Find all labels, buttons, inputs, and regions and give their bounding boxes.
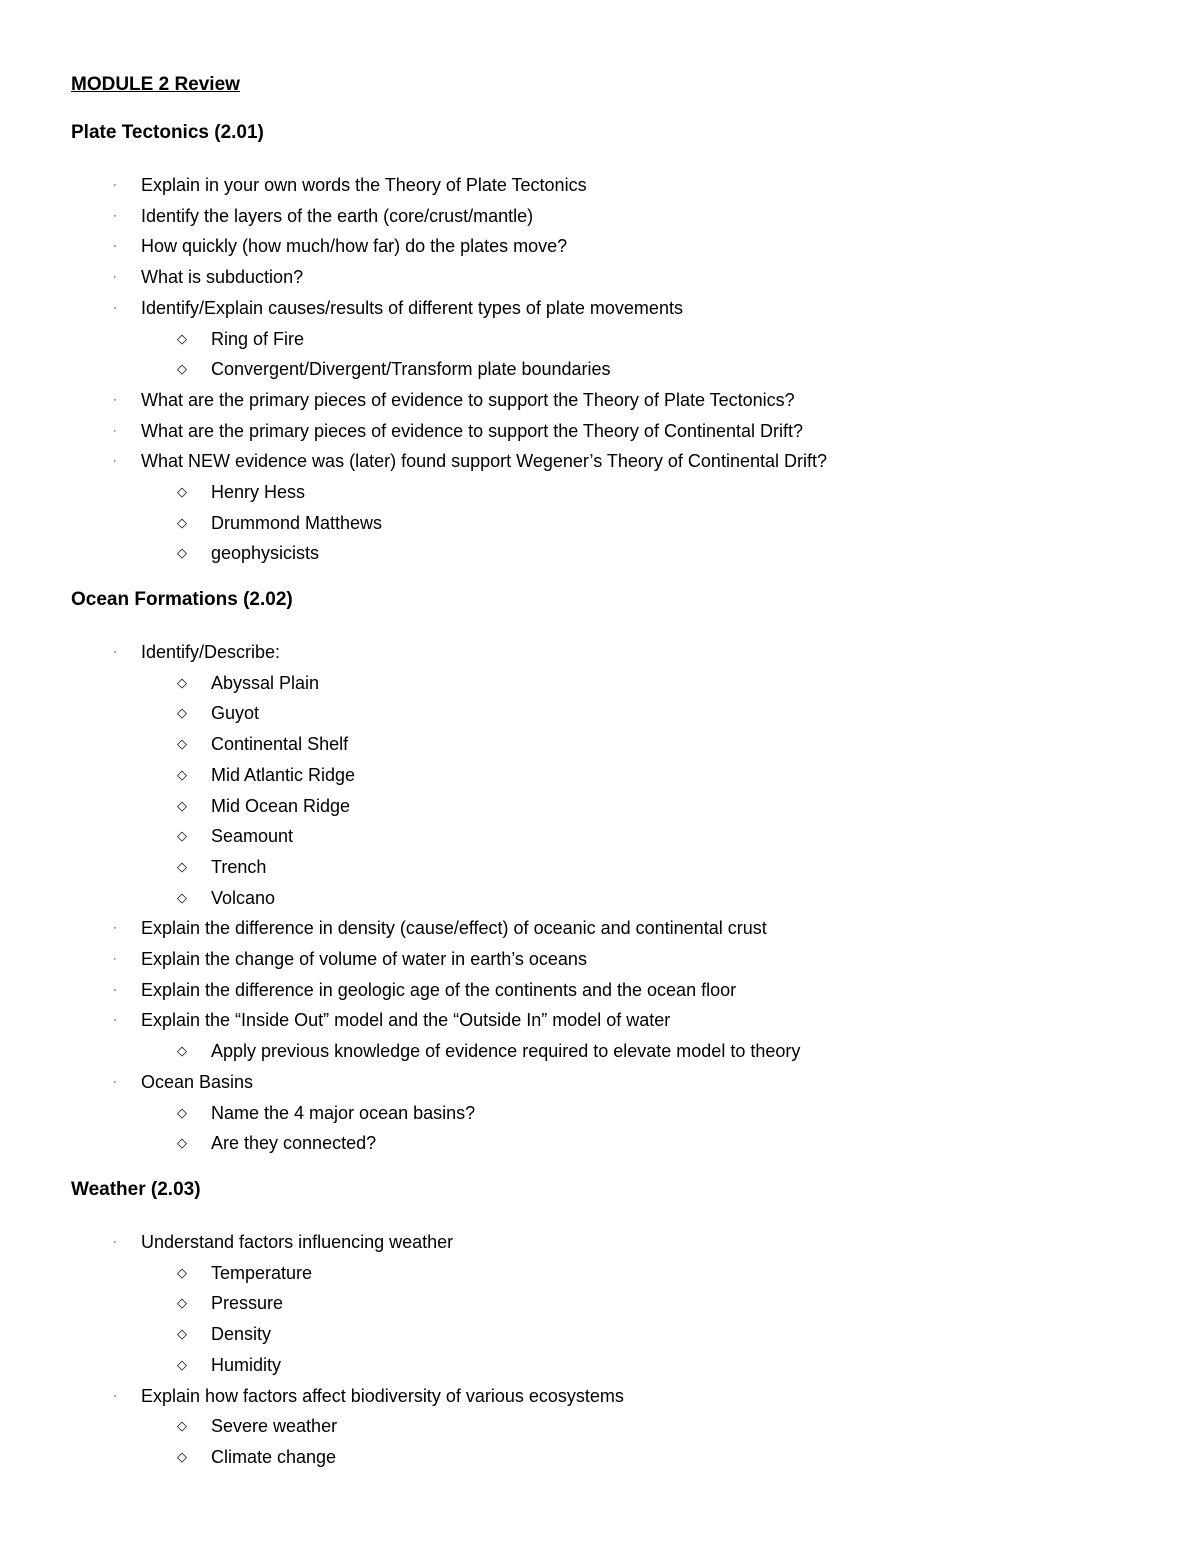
bullet-diamond-icon: ◇: [177, 1104, 187, 1120]
section-heading: Ocean Formations (2.02): [71, 589, 293, 610]
bullet-diamond-icon: ◇: [177, 330, 187, 346]
bullet-diamond-icon: ◇: [177, 828, 187, 844]
sub-list-item: Ring of Fire: [211, 328, 305, 349]
bullet-diamond-icon: ◇: [177, 705, 187, 721]
bullet-diamond-icon: ◇: [177, 1135, 187, 1151]
sub-list-item: Apply previous knowledge of evidence required to elevate model to theory: [211, 1041, 801, 1062]
list-item: Explain in your own words the Theory of Plate Tectonics: [141, 175, 587, 195]
bullet-diamond-icon: ◇: [177, 361, 187, 377]
bullet-diamond-icon: ◇: [177, 797, 187, 813]
sub-list-item: Density: [211, 1324, 272, 1345]
list-item: Explain the difference in geologic age of the continents and the ocean floor: [141, 979, 737, 1000]
bullet-diamond-icon: ◇: [177, 514, 187, 530]
bullet-diamond-icon: ◇: [177, 736, 187, 752]
bullet-dot-icon: ·: [113, 646, 117, 658]
bullet-diamond-icon: ◇: [177, 1326, 187, 1342]
bullet-diamond-icon: ◇: [177, 766, 187, 782]
bullet-diamond-icon: ◇: [177, 1356, 187, 1372]
sub-list-item: Volcano: [211, 887, 276, 908]
bullet-dot-icon: ·: [113, 179, 117, 191]
sub-list-item: Guyot: [211, 703, 260, 724]
bullet-dot-icon: ·: [113, 1389, 117, 1402]
bullet-diamond-icon: ◇: [177, 858, 187, 874]
bullet-dot-icon: ·: [113, 393, 117, 406]
list-item: Identify the layers of the earth (core/crust/mantle): [141, 205, 534, 226]
bullet-diamond-icon: ◇: [177, 484, 187, 499]
bullet-dot-icon: ·: [113, 240, 117, 253]
sub-list-item: Mid Ocean Ridge: [211, 795, 351, 816]
list-item: Identify/Explain causes/results of different types of plate movements: [141, 297, 683, 318]
sub-list-item: Mid Atlantic Ridge: [211, 764, 356, 785]
bullet-diamond-icon: ◇: [177, 1264, 187, 1280]
bullet-dot-icon: ·: [113, 455, 117, 468]
list-item: What is subduction?: [141, 267, 304, 288]
bullet-dot-icon: ·: [113, 1236, 117, 1248]
bullet-dot-icon: ·: [113, 271, 117, 284]
section-heading: Plate Tectonics (2.01): [71, 122, 264, 143]
bullet-dot-icon: ·: [113, 209, 117, 222]
bullet-diamond-icon: ◇: [177, 1448, 187, 1464]
bullet-dot-icon: ·: [113, 953, 117, 965]
list-item: Explain the “Inside Out” model and the “Outside In” model of water: [141, 1010, 671, 1031]
list-item: What NEW evidence was (later) found support Wegener’s Theory of Continental Drift?: [141, 451, 827, 472]
sub-list-item: Are they connected?: [211, 1133, 377, 1154]
bullet-diamond-icon: ◇: [177, 674, 187, 690]
bullet-dot-icon: ·: [113, 301, 117, 314]
sub-list-item: geophysicists: [211, 543, 320, 564]
list-item: Ocean Basins: [141, 1071, 254, 1092]
sub-list-item: Name the 4 major ocean basins?: [211, 1102, 476, 1123]
bullet-diamond-icon: ◇: [177, 1295, 187, 1311]
sub-list-item: Trench: [211, 856, 267, 877]
sub-list-item: Continental Shelf: [211, 734, 349, 755]
sub-list-item: Henry Hess: [211, 482, 306, 502]
sub-list-item: Seamount: [211, 826, 294, 847]
list-item: What are the primary pieces of evidence to support the Theory of Continental Drift?: [141, 420, 804, 441]
sub-list-item: Drummond Matthews: [211, 512, 383, 533]
list-item: Explain the change of volume of water in earth’s oceans: [141, 949, 587, 969]
list-item: Understand factors influencing weather: [141, 1232, 454, 1252]
list-item: Identify/Describe:: [141, 642, 281, 662]
bullet-dot-icon: ·: [113, 1014, 117, 1027]
sub-list-item: Climate change: [211, 1446, 337, 1467]
sub-list-item: Temperature: [211, 1262, 313, 1283]
list-item: Explain how factors affect biodiversity of various ecosystems: [141, 1385, 624, 1406]
list-item: Explain the difference in density (cause/effect) of oceanic and continental crust: [141, 918, 767, 939]
bullet-dot-icon: ·: [113, 922, 117, 935]
bullet-dot-icon: ·: [113, 424, 117, 437]
sub-list-item: Abyssal Plain: [211, 672, 320, 693]
bullet-dot-icon: ·: [113, 1075, 117, 1088]
section-heading: Weather (2.03): [71, 1179, 201, 1200]
sub-list-item: Severe weather: [211, 1416, 338, 1437]
list-item: What are the primary pieces of evidence to support the Theory of Plate Tectonics?: [141, 389, 795, 410]
sub-list-item: Humidity: [211, 1354, 282, 1375]
document-title: MODULE 2 Review: [71, 74, 240, 95]
bullet-dot-icon: ·: [113, 983, 117, 996]
bullet-diamond-icon: ◇: [177, 1043, 187, 1059]
sub-list-item: Convergent/Divergent/Transform plate boundaries: [211, 359, 611, 380]
sub-list-item: Pressure: [211, 1293, 284, 1314]
bullet-diamond-icon: ◇: [177, 545, 187, 561]
bullet-diamond-icon: ◇: [177, 1418, 187, 1434]
list-item: How quickly (how much/how far) do the plates move?: [141, 236, 568, 257]
bullet-diamond-icon: ◇: [177, 889, 187, 905]
